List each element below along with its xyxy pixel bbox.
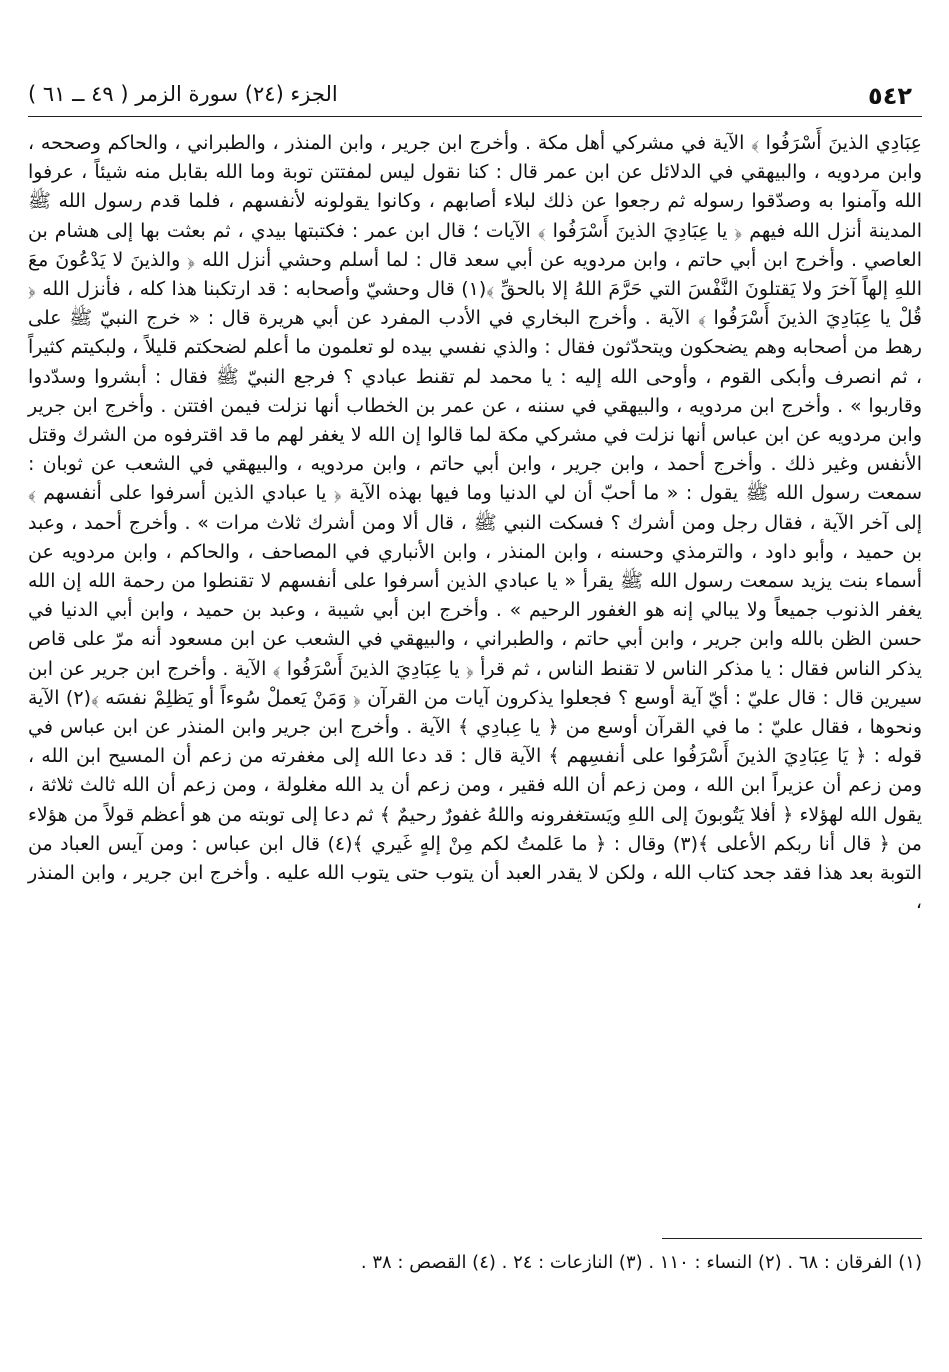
body-text: عِبَادِي الذينَ أَسْرَفُوا ﴾ الآية في مشركي أهل مكة . وأخرج ابن جرير ، وابن المنذر ، والطبراني ، والحاكم وصححه ، وابن مردويه ، والبيهقي في الدلائل عن ابن عمر قال : كنا نقول ليس لمفتتن توبة وما الله بقابل منه شيئاً ، عرفوا الله وآمنوا به وصدّقوا رسوله ثم رجعوا عن ذلك لبلاء أصابهم ، وكانوا يقولونه لأنفسهم ، فلما قدم رسول الله ﷺ المدينة أنزل الله فيهم ﴿ يا عِبَادِيَ الذينَ أَسْرَفُوا ﴾ الآيات ؛ قال ابن عمر : فكتبتها بيدي ، ثم بعثت بها إلى هشام بن العاصي . وأخرج ابن أبي حاتم ، وابن مردويه عن أبي سعد قال : لما أسلم وحشي أنزل الله ﴿ والذينَ لا يَدْعُونَ معَ اللهِ إلهاً آخرَ ولا يَقتلونَ النَّفْسَ التي حَرَّمَ اللهُ إلا بالحقِّ ﴾(١) قال وحشيّ وأصحابه : قد ارتكبنا هذا كله ، فأنزل الله ﴿ قُلْ يا عِبَادِيَ الذينَ أَسْرَفُوا ﴾ الآية . وأخرج البخاري في الأدب المفرد عن أبي هريرة قال : « خرج النبيّ ﷺ على رهط من أصحابه وهم يضحكون ويتحدّثون فقال : والذي نفسي بيده لو تعلمون ما أعلم لضحكتم قليلاً ، ولبكيتم كثيراً ، ثم انصرف وأبكى القوم ، وأوحى الله إليه : يا محمد لم تقنط عبادي ؟ فرجع النبيّ ﷺ فقال : أبشروا وسدّدوا وقاربوا » . وأخرج ابن مردويه ، والبيهقي في سننه ، عن عمر بن الخطاب أنها نزلت فيمن افتتن . وأخرج ابن جرير وابن مردويه عن ابن عباس أنها نزلت في مشركي مكة لما قالوا إن الله لا يغفر لهم ما قد اقترفوه من الشرك وقتل الأنفس وغير ذلك . وأخرج أحمد ، وابن جرير ، وابن أبي حاتم ، وابن مردويه ، والبيهقي في الشعب عن ثوبان : سمعت رسول الله ﷺ يقول : « ما أحبّ أن لي الدنيا وما فيها بهذه الآية ﴿ يا عبادي الذين أسرفوا على أنفسهم ﴾ إلى آخر الآية ، فقال رجل ومن أشرك ؟ فسكت النبي ﷺ ، قال ألا ومن أشرك ثلاث مرات » . وأخرج أحمد ، وعبد بن حميد ، وأبو داود ، والترمذي وحسنه ، وابن المنذر ، وابن الأنباري في المصاحف ، والحاكم ، وابن مردويه عن أسماء بنت يزيد سمعت رسول الله ﷺ يقرأ « يا عبادي الذين أسرفوا على أنفسهم لا تقنطوا من رحمة الله إن الله يغفر الذنوب جميعاً ولا يبالي إنه هو الغفور الرحيم » . وأخرج ابن أبي شيبة ، وعبد بن حميد ، وابن أبي الدنيا في حسن الظن بالله وابن جرير ، وابن أبي حاتم ، والطبراني ، والبيهقي في الشعب عن ابن مسعود أنه مرّ على قاص يذكر الناس فقال : يا مذكر الناس لا تقنط الناس ، ثم قرأ ﴿ يا عِبَادِيَ الذينَ أَسْرَفُوا ﴾ الآية . وأخرج ابن جرير عن ابن سيرين قال : قال عليّ : أيّ آية أوسع ؟ فجعلوا يذكرون آيات من القرآن ﴿ وَمَنْ يَعملْ سُوءاً أو يَظلِمْ نفسَه ﴾(٢) الآية ونحوها ، فقال عليّ : ما في القرآن أوسع من ﴿ يا عِبادِي ﴾ الآية . وأخرج ابن جرير وابن المنذر عن ابن عباس في قوله : ﴿ يَا عِبَادِيَ الذينَ أَسْرَفُوا على أنفسِهم ﴾ الآية قال : قد دعا الله إلى مغفرته من زعم أن المسيح ابن الله ، ومن زعم أن عزيراً ابن الله ، ومن زعم أن الله فقير ، ومن زعم أن يد الله مغلولة ، ومن زعم أن الله ثالث ثلاثة ، يقول الله لهؤلاء ﴿ أفلا يَتُوبونَ إلى اللهِ ويَستغفرونه واللهُ غفورٌ رحيمٌ ﴾ ثم دعا إلى توبته من هو أعظم قولاً من هؤلاء من ﴿ قال أنا ربكم الأعلى ﴾(٣) وقال : ﴿ ما عَلمتُ لكم مِنْ إلهٍ غَيري ﴾(٤) قال ابن عباس : ومن آيس العباد من التوبة بعد هذا فقد جحد كتاب الله ، ولكن لا يقدر العبد أن يتوب حتى يتوب الله عليه . وأخرج ابن جرير ، وابن المنذر ، [28, 132, 922, 914]
book-page [28, 68, 922, 1358]
footnote-divider [662, 1238, 922, 1239]
page-number: ٥٤٢ [868, 82, 912, 110]
running-title: الجزء (٢٤) سورة الزمر ( ٤٩ ــ ٦١ ) [28, 82, 338, 106]
footnotes: (١) الفرقان : ٦٨ . (٢) النساء : ١١٠ . (٣) النازعات : ٢٤ . (٤) القصص : ٣٨ . [360, 1252, 922, 1273]
page-header [28, 68, 922, 117]
